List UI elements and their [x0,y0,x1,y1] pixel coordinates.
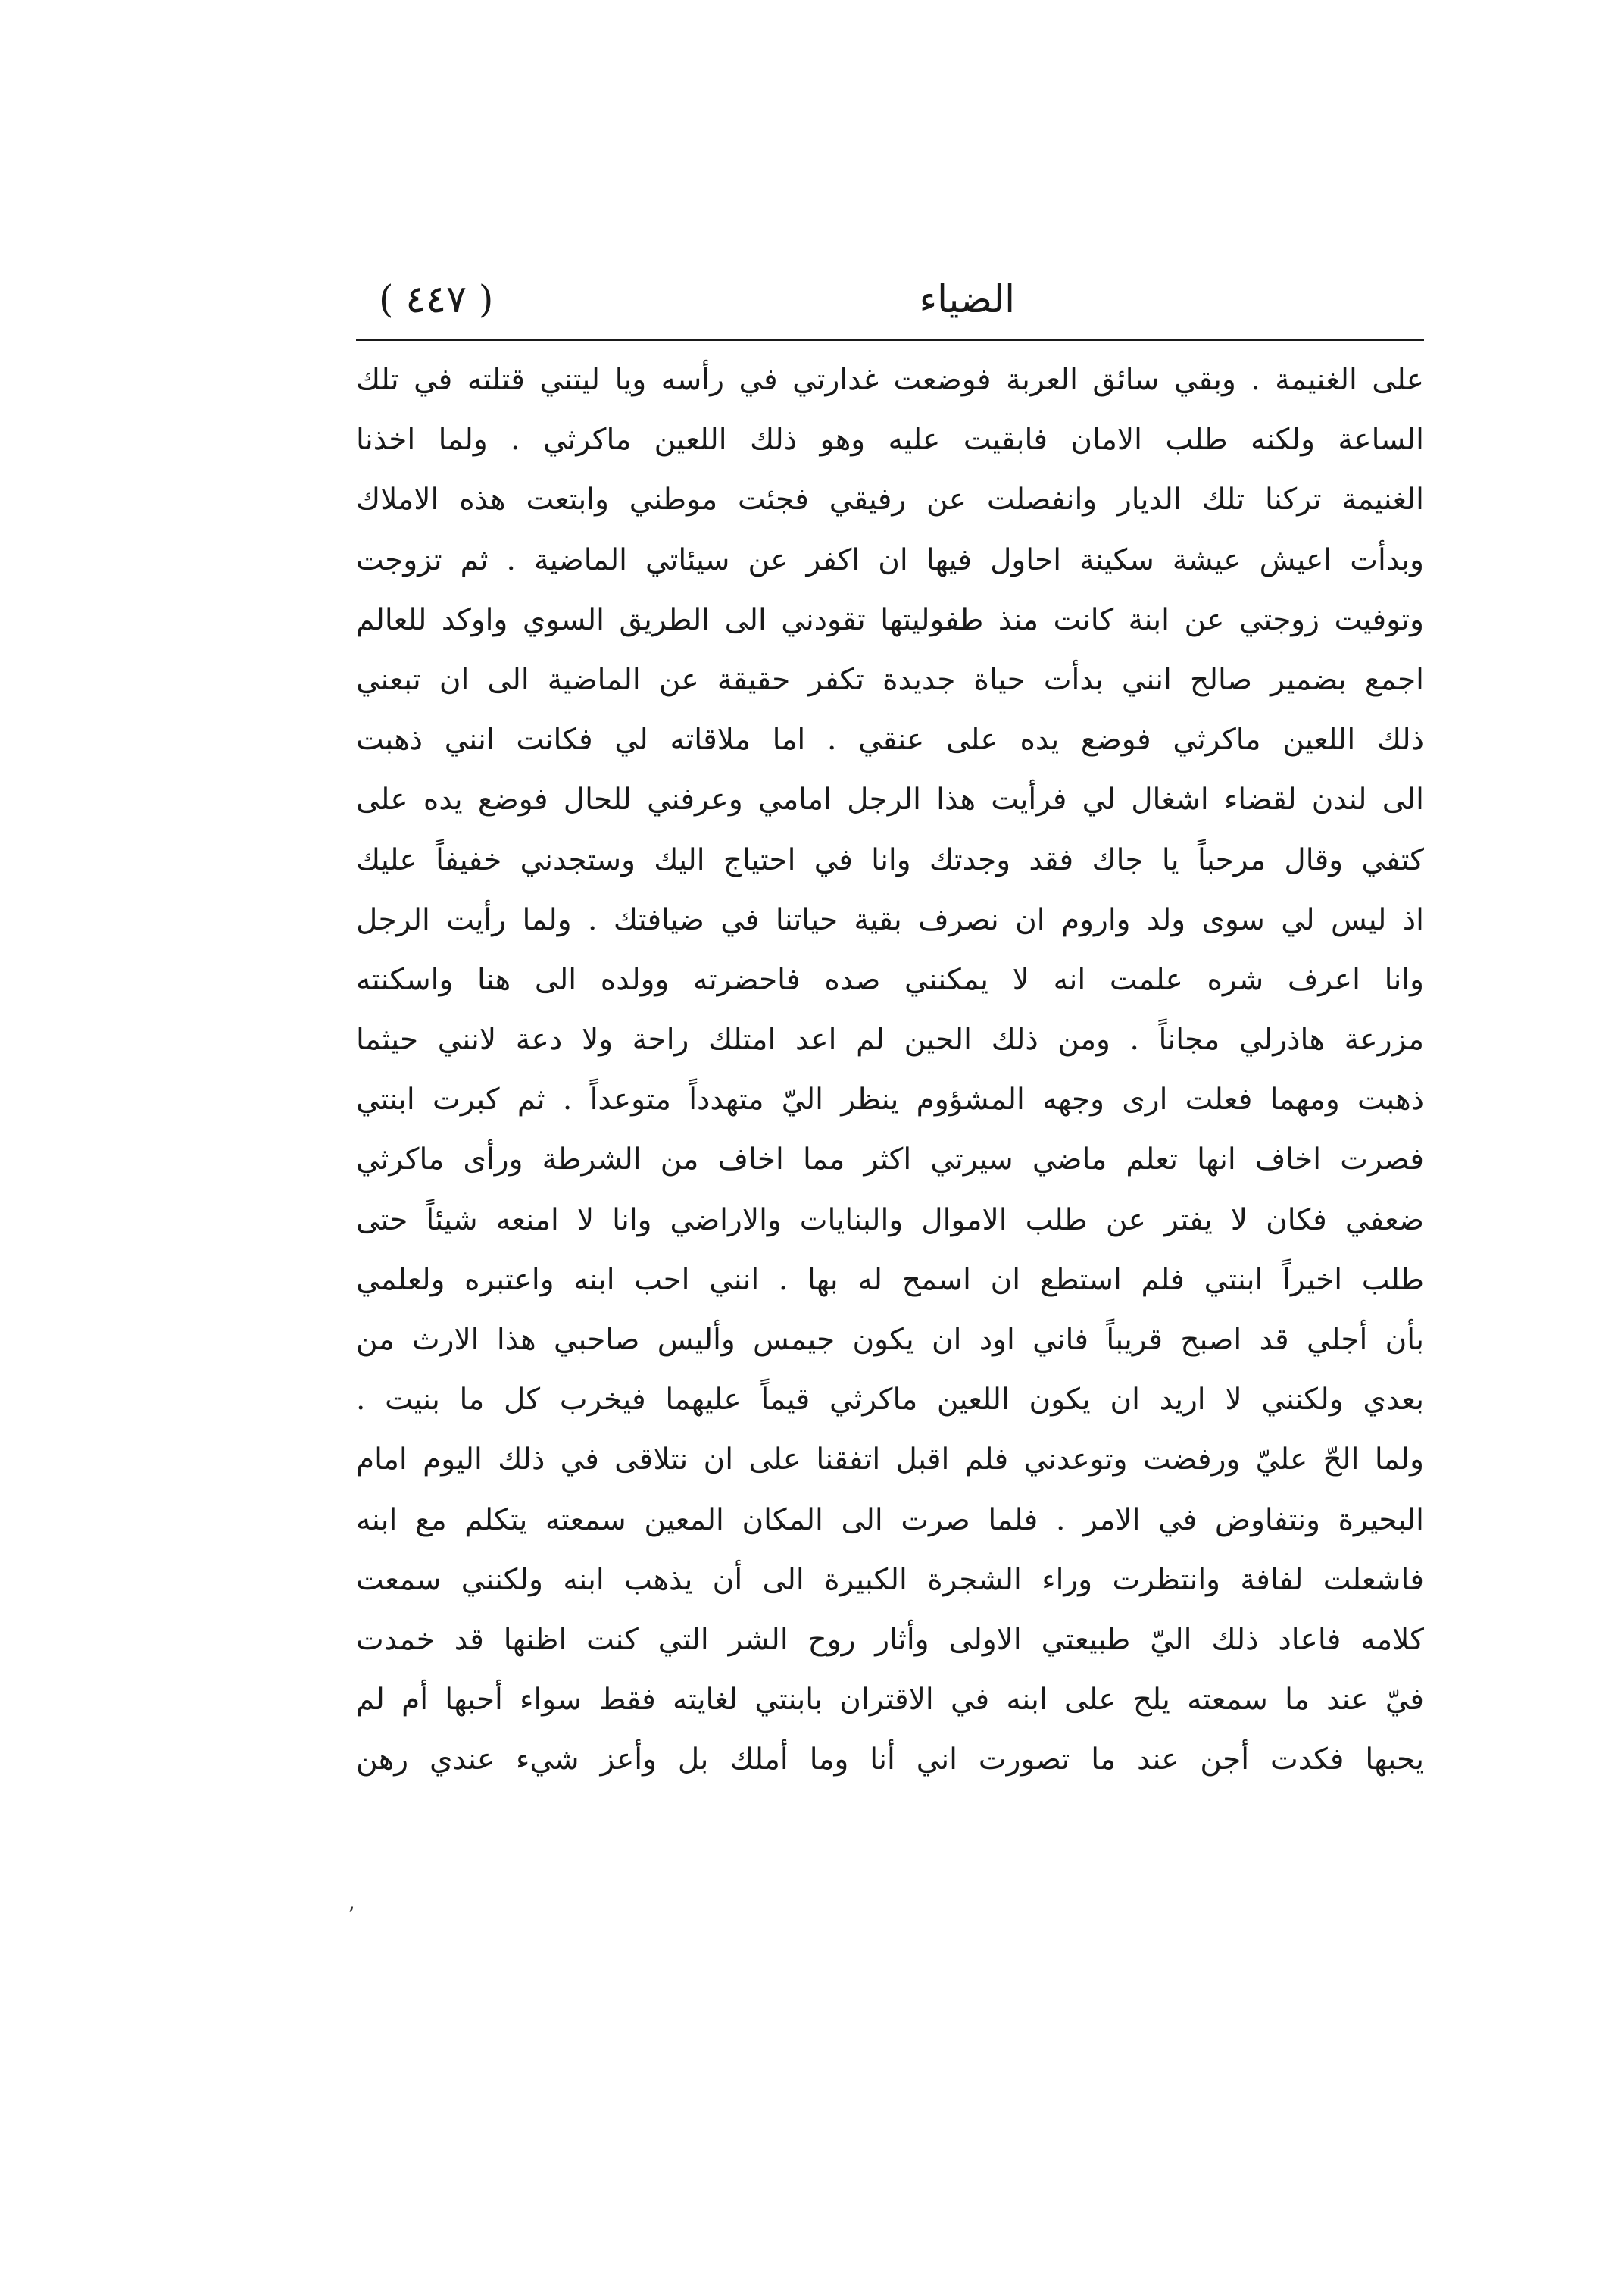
text-line: الغنيمة تركنا تلك الديار وانفصلت عن رفيقي فجئت موطني وابتعت هذه الاملاك [356,483,1424,517]
text-line: الساعة ولكنه طلب الامان فابقيت عليه وهو ذلك اللعين ماكرثي . ولما اخذنا [356,423,1424,458]
text-line: البحيرة ونتفاوض في الامر . فلما صرت الى المكان المعين سمعته يتكلم مع ابنه [356,1502,1424,1537]
text-line: يحبها فكدت أجن عند ما تصورت اني أنا وما أملك بل وأعز شيء عندي رهن [356,1742,1424,1777]
margin-tick-mark: ʼ [347,1903,354,1930]
text-line: ذهبت ومهما فعلت ارى وجهه المشؤوم ينظر اليّ متهدداً متوعداً . ثم كبرت ابنتي [356,1083,1424,1117]
header-rule [356,339,1424,341]
text-line: على الغنيمة . وبقي سائق العربة فوضعت غدارتي في رأسه ويا ليتني قتلته في تلك [356,363,1424,397]
text-line: وانا اعرف شره علمت انه لا يمكنني صده فاحضرته وولده الى هنا واسكنته [356,962,1424,997]
page-header [356,269,1424,330]
text-line: ولما الحّ عليّ ورفضت وتوعدني فلم اقبل اتفقنا على ان نتلاقى في ذلك اليوم امام [356,1442,1424,1477]
text-line: اجمع بضمير صالح انني بدأت حياة جديدة تكفر حقيقة عن الماضية الى ان تبعني [356,662,1424,697]
text-line: بأن أجلي قد اصبح قريباً فاني اود ان يكون جيمس وأليس صاحبي هذا الارث من [356,1323,1424,1357]
text-line: الى لندن لقضاء اشغال لي فرأيت هذا الرجل امامي وعرفني للحال فوضع يده على [356,783,1424,817]
text-line: وتوفيت زوجتي عن ابنة كانت منذ طفوليتها تقودني الى الطريق السوي واوكد للعالم [356,602,1424,637]
text-line: ذلك اللعين ماكرثي فوضع يده على عنقي . اما ملاقاته لي فكانت انني ذهبت [356,723,1424,758]
text-line: فصرت اخاف انها تعلم ماضي سيرتي اكثر مما اخاف من الشرطة ورأى ماكرثي [356,1142,1424,1177]
running-title: الضياء [919,277,1015,321]
text-line: اذ ليس لي سوى ولد واروم ان نصرف بقية حياتنا في ضيافتك . ولما رأيت الرجل [356,902,1424,937]
text-line: مزرعة هاذرلي مجاناً . ومن ذلك الحين لم اعد امتلك راحة ولا دعة لانني حيثما [356,1023,1424,1058]
text-line: ضعفي فكان لا يفتر عن طلب الاموال والبنايات والاراضي وانا لا امنعه شيئاً حتى [356,1202,1424,1237]
text-line: بعدي ولكنني لا اريد ان يكون اللعين ماكرثي قيماً عليهما فيخرب كل ما بنيت . [356,1383,1424,1417]
text-line: طلب اخيراً ابنتي فلم استطع ان اسمح له بها . انني احب ابنه واعتبره ولعلمي [356,1262,1424,1297]
text-line: وبدأت اعيش عيشة سكينة احاول فيها ان اكفر عن سيئاتي الماضية . ثم تزوجت [356,542,1424,577]
page-number: ( ٤٤٧ ) [379,277,494,321]
text-line: كلامه فاعاد ذلك اليّ طبيعتي الاولى وأثار روح الشر التي كنت اظنها قد خمدت [356,1622,1424,1657]
text-line: فاشعلت لفافة وانتظرت وراء الشجرة الكبيرة الى أن يذهب ابنه ولكنني سمعت [356,1562,1424,1597]
body-text [356,350,1424,1790]
text-line: كتفي وقال مرحباً يا جاك فقد وجدتك وانا في احتياج اليك وستجدني خفيفاً عليك [356,842,1424,877]
text-line: فيّ عند ما سمعته يلح على ابنه في الاقتران بابنتي لغايته فقط سواء أحبها أم لم [356,1683,1424,1717]
